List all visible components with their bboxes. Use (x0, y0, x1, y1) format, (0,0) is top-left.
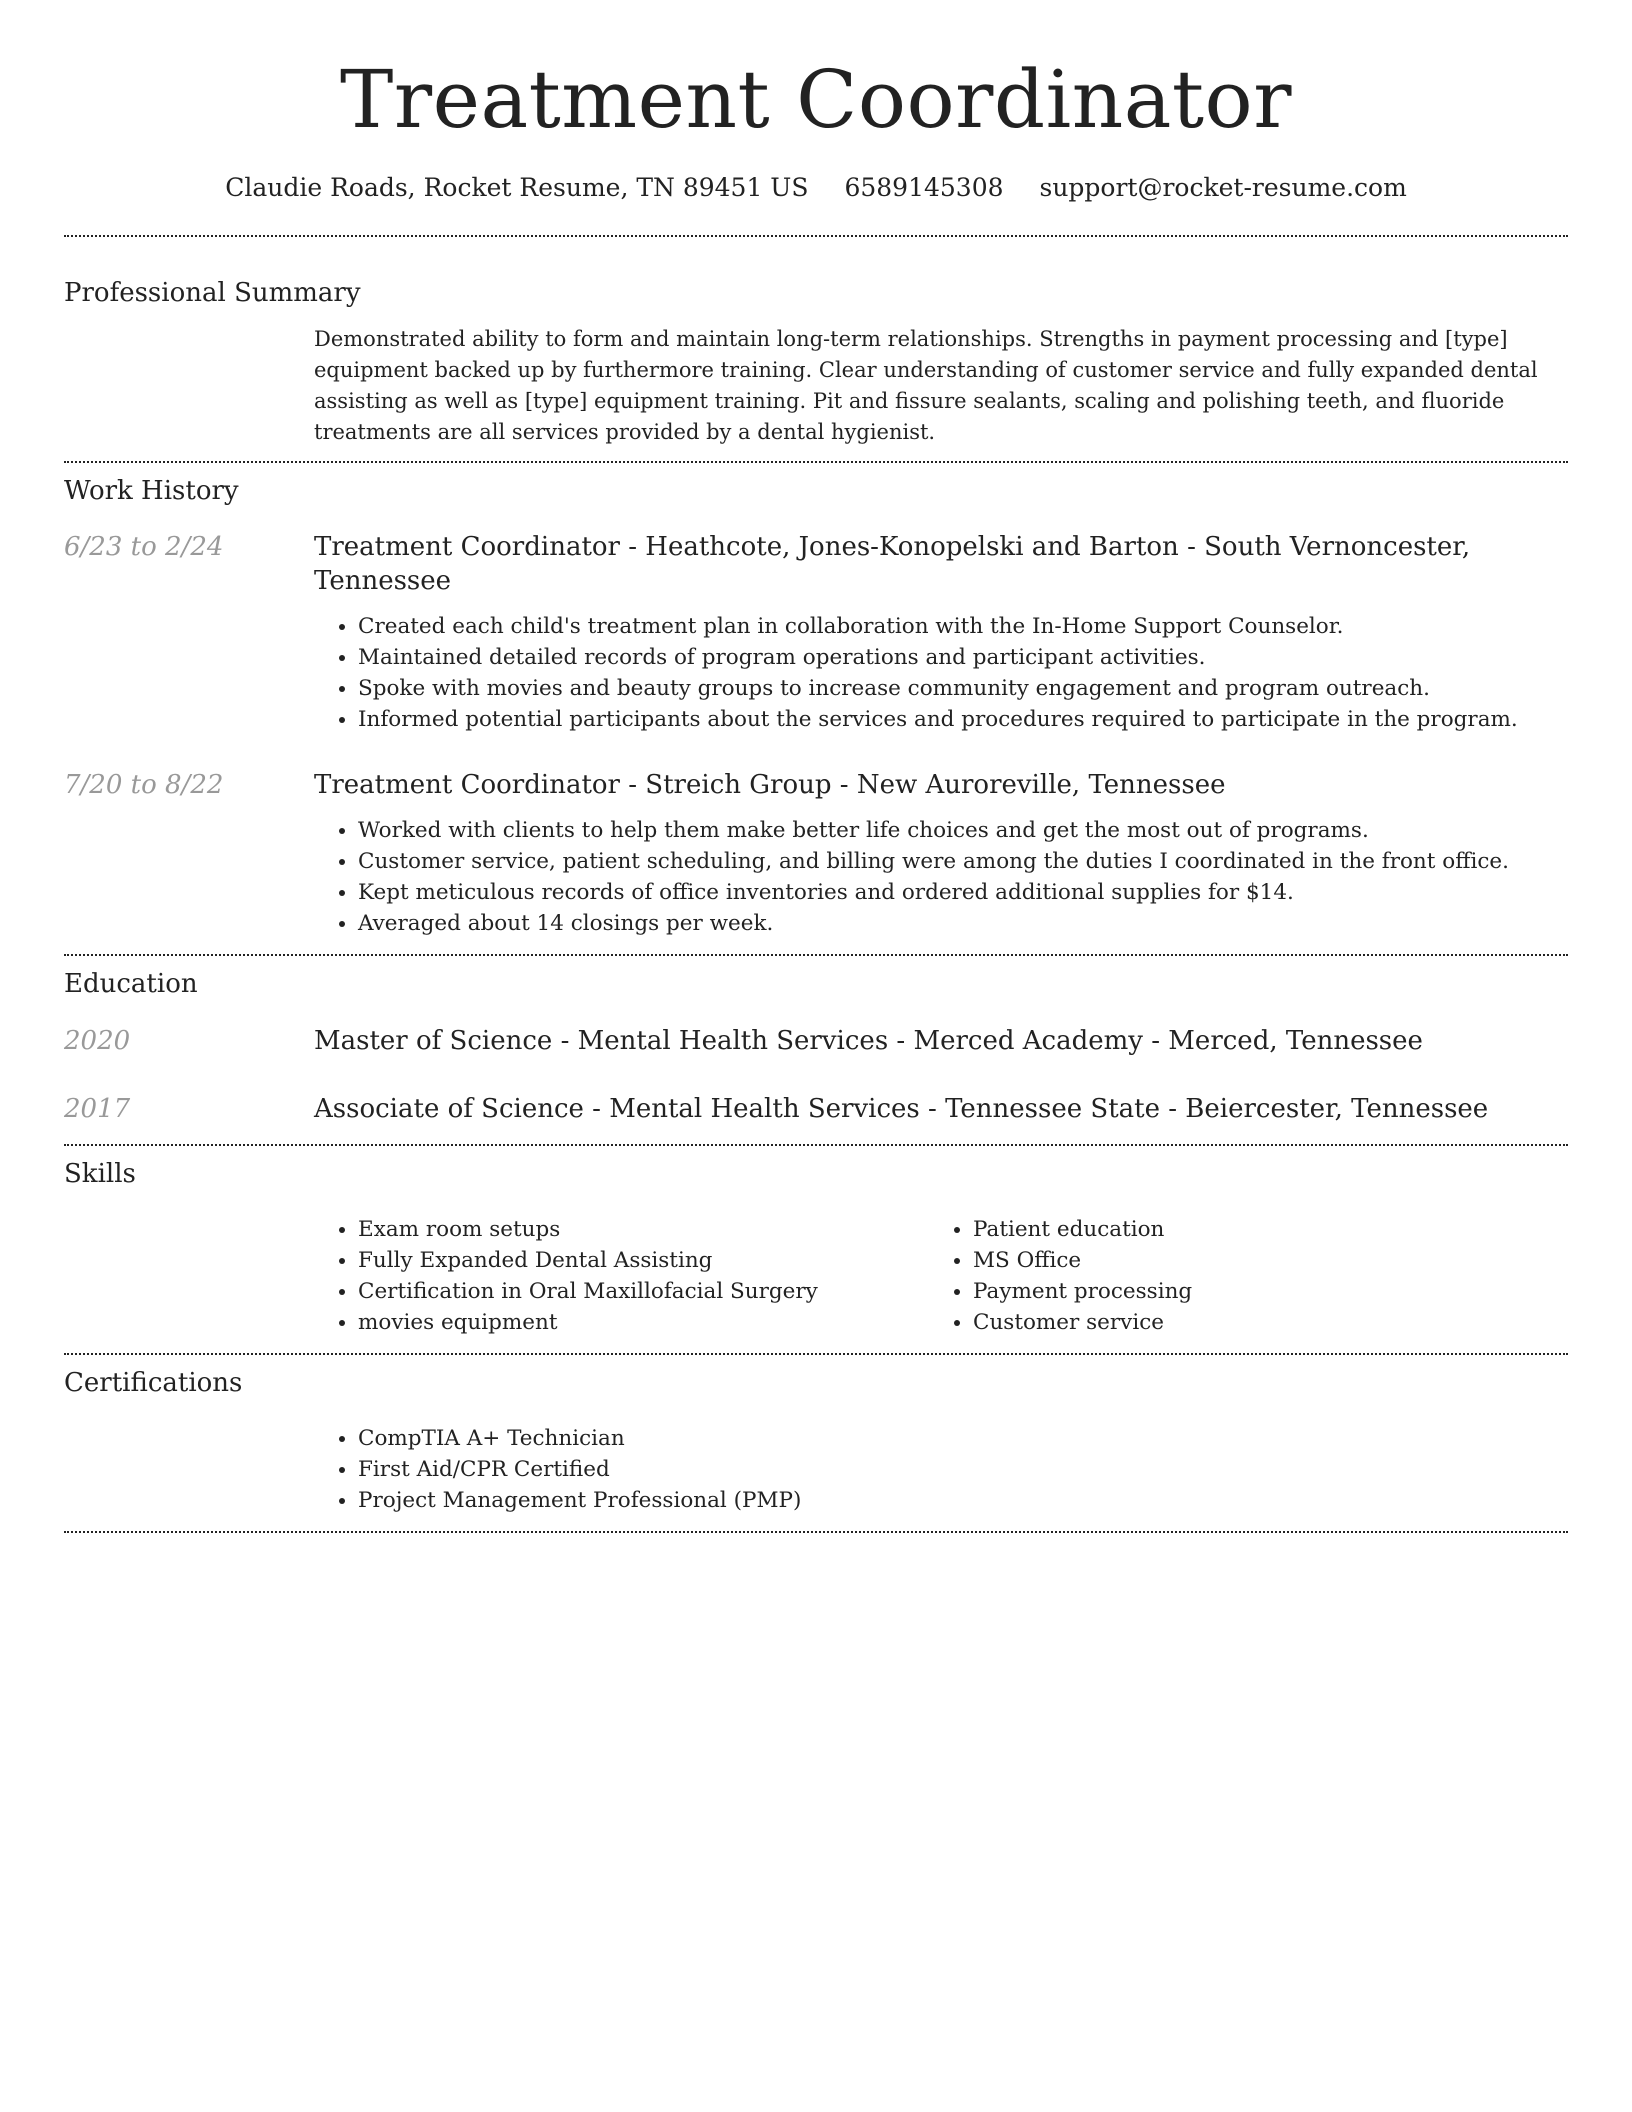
list-item: • movies equipment (358, 1307, 929, 1338)
education-school: - Tennessee State - Beiercester, Tennessee (919, 1094, 1489, 1124)
job-company-location: - Heathcote, Jones-Konopelski and Barton - South Vernoncester, Tennessee (314, 532, 1471, 596)
list-item: • Spoke with movies and beauty groups to increase community engagement and program outreach. (358, 673, 1568, 704)
job-dates: 7/20 to 8/22 (64, 770, 224, 800)
list-item: • Customer service (973, 1307, 1544, 1338)
job-details (314, 768, 1568, 939)
contact-address: Claudie Roads, Rocket Resume, TN 89451 US (225, 173, 809, 202)
skills-grid (314, 1214, 1568, 1338)
job-company-location: - Streich Group - New Auroreville, Tennessee (619, 770, 1226, 800)
education-details (314, 1092, 1568, 1126)
list-item: • Customer service, patient scheduling, and billing were among the duties I coordinated in the front office. (358, 846, 1568, 877)
contact-line (64, 172, 1568, 204)
job-heading (314, 768, 1568, 802)
summary-spacer (64, 324, 314, 448)
certifications-spacer (64, 1423, 314, 1516)
list-item: • MS Office (973, 1245, 1544, 1276)
certifications-content (314, 1423, 1568, 1516)
list-item: • First Aid/CPR Certified (358, 1454, 1568, 1485)
job-entry (64, 768, 1568, 939)
list-item: • Kept meticulous records of office inventories and ordered additional supplies for $14. (358, 877, 1568, 908)
education-year: 2017 (64, 1094, 131, 1124)
certifications-list (314, 1423, 1568, 1516)
divider (64, 1353, 1568, 1355)
list-item: • Patient education (973, 1214, 1544, 1245)
contact-email: support@rocket-resume.com (1039, 173, 1407, 202)
section-title-skills: Skills (64, 1159, 136, 1189)
skills-list-right (929, 1214, 1544, 1338)
certifications-row (64, 1423, 1568, 1516)
job-entry (64, 530, 1568, 735)
divider (64, 1531, 1568, 1533)
education-entry (64, 1092, 1568, 1126)
skills-list-left (314, 1214, 929, 1338)
list-item: • Payment processing (973, 1276, 1544, 1307)
list-item: • Averaged about 14 closings per week. (358, 908, 1568, 939)
section-title-certifications: Certifications (64, 1368, 243, 1398)
section-title-summary: Professional Summary (64, 278, 361, 308)
section-title-work: Work History (64, 476, 239, 506)
skills-spacer (64, 1214, 314, 1338)
job-dates: 6/23 to 2/24 (64, 532, 224, 562)
divider (64, 235, 1568, 237)
divider (64, 1144, 1568, 1146)
education-school: - Merced Academy - Merced, Tennessee (888, 1026, 1423, 1056)
summary-row (64, 324, 1568, 448)
skills-row (64, 1214, 1568, 1338)
contact-phone: 6589145308 (844, 173, 1004, 202)
list-item: • Exam room setups (358, 1214, 929, 1245)
divider (64, 461, 1568, 463)
list-item: • Created each child's treatment plan in collaboration with the In-Home Support Counselor. (358, 611, 1568, 642)
job-heading (314, 530, 1568, 598)
list-item: • Worked with clients to help them make better life choices and get the most out of programs. (358, 815, 1568, 846)
divider (64, 954, 1568, 956)
resume-name: Treatment Coordinator (340, 53, 1292, 146)
education-year: 2020 (64, 1026, 131, 1056)
summary-text: Demonstrated ability to form and maintain long-term relationships. Strengths in payment processing and [type] equipment backed up by furthermore training. Clear understanding of customer service and fully expanded dental assisting as well as [type] equipment training. Pit and fissure sealants, scaling and polishing teeth, and fluoride treatments are all services provided by a dental hygienist. (314, 327, 1538, 444)
job-bullets (314, 815, 1568, 939)
list-item: • Certification in Oral Maxillofacial Surgery (358, 1276, 929, 1307)
list-item: • Maintained detailed records of program operations and participant activities. (358, 642, 1568, 673)
education-details (314, 1024, 1568, 1058)
education-degree: Associate of Science - Mental Health Services (314, 1094, 920, 1124)
list-item: • CompTIA A+ Technician (358, 1423, 1568, 1454)
education-degree: Master of Science - Mental Health Services (314, 1026, 889, 1056)
list-item: • Informed potential participants about the services and procedures required to participate in the program. (358, 704, 1568, 735)
job-role: Treatment Coordinator (314, 532, 620, 562)
list-item: • Project Management Professional (PMP) (358, 1485, 1568, 1516)
education-entry (64, 1024, 1568, 1058)
job-bullets (314, 611, 1568, 735)
job-details (314, 530, 1568, 735)
list-item: • Fully Expanded Dental Assisting (358, 1245, 929, 1276)
section-title-education: Education (64, 969, 198, 999)
resume-page (64, 0, 1568, 1533)
job-role: Treatment Coordinator (314, 770, 620, 800)
